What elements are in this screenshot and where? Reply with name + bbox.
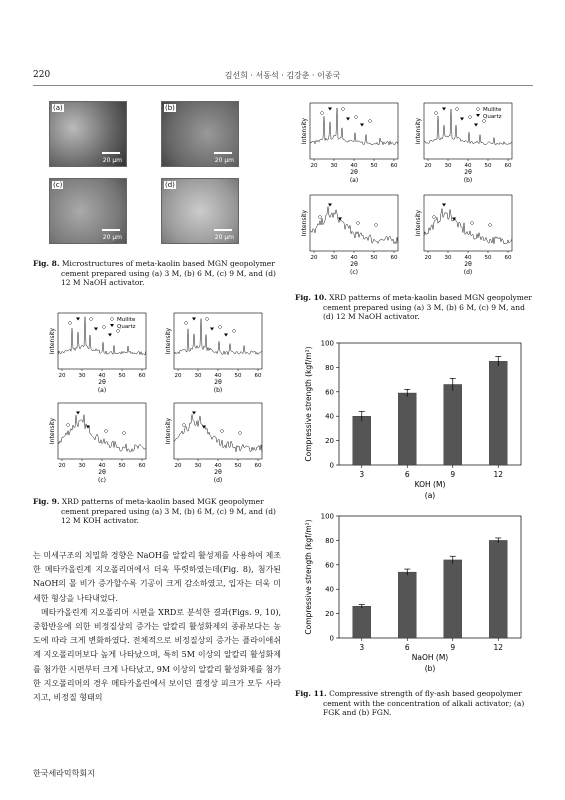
mullite-marker <box>356 221 360 225</box>
mullite-marker <box>68 321 72 325</box>
plot-frame <box>174 313 262 369</box>
x-tick-label: 40 <box>464 163 472 169</box>
quartz-marker <box>338 218 342 221</box>
quartz-marker <box>210 328 214 331</box>
panel-label: (b) <box>463 177 473 184</box>
fig8-caption <box>33 259 278 288</box>
x-tick-label: 40 <box>214 463 222 469</box>
fig10-xrd-grid <box>290 97 535 282</box>
x-tick-label: 20 <box>174 373 182 379</box>
panel-label: (c) <box>350 269 358 276</box>
scale-label: 20 μm <box>102 157 122 164</box>
mullite-marker <box>232 329 236 333</box>
micrograph-a <box>49 101 127 167</box>
scale-label: 20 μm <box>214 234 234 241</box>
x-tick-label: 40 <box>98 373 106 379</box>
quartz-marker <box>76 318 80 321</box>
x-tick-label: 50 <box>370 255 378 261</box>
mullite-marker <box>354 115 358 119</box>
caption-line: cement prepared using (a) 3 M, (b) 6 M, (c) 9 M, and (d) <box>61 506 276 516</box>
mullite-marker <box>318 215 322 219</box>
mullite-marker <box>488 223 492 227</box>
x-tick-label: 6 <box>404 470 410 479</box>
x-tick-label: 40 <box>214 373 222 379</box>
x-tick-label: 50 <box>370 163 378 169</box>
y-tick-label: 0 <box>329 461 334 470</box>
xrd-trace <box>424 209 512 245</box>
quartz-marker <box>108 334 112 337</box>
mullite-marker <box>184 321 188 325</box>
y-axis-label: Intensity <box>165 327 172 355</box>
mullite-marker <box>205 317 209 321</box>
x-tick-label: 40 <box>464 255 472 261</box>
mullite-marker <box>102 325 106 329</box>
panel-label: (b) <box>424 664 436 673</box>
scale-bar <box>214 229 232 231</box>
x-axis-label: KOH (M) <box>414 480 446 489</box>
fig11-caption <box>295 689 540 718</box>
plot-frame <box>424 195 512 251</box>
x-axis-label: 2θ <box>464 261 472 268</box>
caption-line: cement prepared using (a) 3 M, (b) 6 M, (c) 9 M, and <box>323 302 525 312</box>
mullite-marker <box>220 429 224 433</box>
quartz-marker <box>474 124 478 127</box>
x-tick-label: 30 <box>330 163 338 169</box>
journal-footer: 한국세라믹학회지 <box>33 769 95 778</box>
caption-line: 12 M KOH activator. <box>61 516 139 525</box>
y-tick-label: 20 <box>325 610 334 619</box>
bar <box>444 560 462 638</box>
quartz-marker <box>328 108 332 111</box>
mullite-marker <box>368 119 372 123</box>
panel-label: (a) <box>53 104 63 112</box>
mullite-marker <box>104 429 108 433</box>
mullite-marker <box>320 111 324 115</box>
mullite-marker <box>89 317 93 321</box>
x-axis-label: NaOH (M) <box>411 653 449 662</box>
x-tick-label: 9 <box>450 643 456 652</box>
legend-quartz-label: Quartz <box>483 114 502 120</box>
y-tick-label: 100 <box>320 339 334 348</box>
x-tick-label: 30 <box>78 463 86 469</box>
y-axis-label: Intensity <box>301 209 308 237</box>
x-tick-label: 20 <box>424 255 432 261</box>
panel-label: (a) <box>349 177 359 184</box>
xrd-trace <box>310 207 398 244</box>
quartz-marker <box>224 334 228 337</box>
quartz-marker <box>94 328 98 331</box>
caption-line: XRD patterns of meta-kaolin based MGN geopolymer <box>329 293 532 302</box>
legend-mullite-label: Mullite <box>483 107 502 113</box>
x-tick-label: 50 <box>234 463 242 469</box>
y-axis-label: Compressive strength (kgf/m²) <box>304 346 313 462</box>
mullite-marker <box>122 431 126 435</box>
y-axis-label: Intensity <box>415 117 422 145</box>
quartz-marker <box>192 412 196 415</box>
quartz-marker <box>442 204 446 207</box>
y-tick-label: 80 <box>325 363 334 372</box>
running-header-authors: 김선희 · 서동석 · 김강춘 · 이종국 <box>224 71 341 80</box>
body-text <box>33 549 281 705</box>
legend-quartz-label: Quartz <box>117 324 136 330</box>
x-tick-label: 40 <box>350 255 358 261</box>
panel-label: (b) <box>165 104 175 112</box>
scale-bar <box>102 152 120 154</box>
x-tick-label: 20 <box>424 163 432 169</box>
x-axis-label: 2θ <box>98 379 106 386</box>
panel-label: (c) <box>98 477 106 484</box>
x-tick-label: 20 <box>58 373 66 379</box>
quartz-marker <box>192 318 196 321</box>
mullite-marker <box>218 325 222 329</box>
y-tick-label: 40 <box>325 412 334 421</box>
fig10-caption <box>295 293 540 322</box>
x-tick-label: 20 <box>58 463 66 469</box>
quartz-marker <box>460 118 464 121</box>
mullite-marker <box>66 423 70 427</box>
plot-frame <box>174 403 262 459</box>
y-tick-label: 0 <box>329 634 334 643</box>
mullite-marker <box>468 115 472 119</box>
y-axis-label: Intensity <box>301 117 308 145</box>
legend-quartz-marker <box>110 324 114 327</box>
caption-line: Microstructures of meta-kaolin based MGN geopolymer <box>61 259 275 268</box>
mullite-marker <box>341 107 345 111</box>
header-rule <box>33 85 533 86</box>
x-tick-label: 12 <box>493 643 504 652</box>
mullite-marker <box>182 423 186 427</box>
x-tick-label: 40 <box>98 463 106 469</box>
mullite-marker <box>374 223 378 227</box>
panel-label: (d) <box>213 477 223 484</box>
x-tick-label: 50 <box>484 255 492 261</box>
x-tick-label: 60 <box>254 463 262 469</box>
x-axis-label: 2θ <box>464 169 472 176</box>
caption-number: Fig. 11. <box>295 689 327 698</box>
x-axis-label: 2θ <box>350 261 358 268</box>
x-axis-label: 2θ <box>350 169 358 176</box>
legend-quartz-marker <box>476 114 480 117</box>
x-tick-label: 60 <box>504 255 512 261</box>
bar <box>489 361 507 465</box>
x-tick-label: 60 <box>138 463 146 469</box>
fig11b-bar-chart <box>297 508 537 686</box>
fig9-caption <box>33 497 278 526</box>
x-tick-label: 50 <box>118 463 126 469</box>
caption-line: (d) 12 M NaOH activator. <box>323 312 420 321</box>
caption-number: Fig. 9. <box>33 497 60 506</box>
caption-number: Fig. 8. <box>33 259 60 268</box>
caption-line: XRD patterns of meta-kaolin based MGK geopolymer <box>61 497 264 506</box>
y-tick-label: 40 <box>325 585 334 594</box>
x-tick-label: 50 <box>234 373 242 379</box>
x-tick-label: 30 <box>444 255 452 261</box>
x-tick-label: 60 <box>504 163 512 169</box>
x-tick-label: 30 <box>194 463 202 469</box>
x-tick-label: 50 <box>118 373 126 379</box>
x-axis-label: 2θ <box>214 379 222 386</box>
micrograph-b <box>161 101 239 167</box>
micrograph-d <box>161 178 239 244</box>
x-tick-label: 9 <box>450 470 456 479</box>
caption-number: Fig. 10. <box>295 293 327 302</box>
caption-line: cement with the concentration of alkali activator; (a) <box>323 698 525 708</box>
x-tick-label: 3 <box>359 643 365 652</box>
mullite-marker <box>238 431 242 435</box>
caption-line: cement prepared using (a) 3 M, (b) 6 M, (c) 9 M, and (d) <box>61 268 276 278</box>
bar <box>398 393 416 465</box>
bar <box>444 384 462 465</box>
quartz-marker <box>328 204 332 207</box>
y-tick-label: 20 <box>325 437 334 446</box>
scale-label: 20 μm <box>214 157 234 164</box>
caption-line: Compressive strength of fly-ash based geopolymer <box>329 689 522 698</box>
y-tick-label: 80 <box>325 536 334 545</box>
x-tick-label: 30 <box>194 373 202 379</box>
x-tick-label: 60 <box>254 373 262 379</box>
scale-bar <box>214 152 232 154</box>
y-axis-label: Intensity <box>49 417 56 445</box>
x-tick-label: 3 <box>359 470 365 479</box>
y-axis-label: Intensity <box>415 209 422 237</box>
caption-line: FGK and (b) FGN. <box>323 708 392 717</box>
quartz-marker <box>360 124 364 127</box>
mullite-marker <box>434 111 438 115</box>
y-tick-label: 60 <box>325 561 334 570</box>
y-axis-label: Compressive strength (kgf/m²) <box>304 519 313 635</box>
legend-mullite-label: Mullite <box>117 317 136 323</box>
panel-label: (b) <box>213 387 223 394</box>
x-tick-label: 20 <box>174 463 182 469</box>
mullite-marker <box>455 107 459 111</box>
x-tick-label: 40 <box>350 163 358 169</box>
quartz-marker <box>452 218 456 221</box>
x-axis-label: 2θ <box>98 469 106 476</box>
panel-label: (a) <box>97 387 107 394</box>
y-axis-label: Intensity <box>49 327 56 355</box>
x-tick-label: 60 <box>390 163 398 169</box>
scale-label: 20 μm <box>102 234 122 241</box>
x-tick-label: 30 <box>330 255 338 261</box>
micrograph-c <box>49 178 127 244</box>
x-tick-label: 20 <box>310 163 318 169</box>
x-axis-label: 2θ <box>214 469 222 476</box>
paragraph: 는 미세구조의 치밀화 경향은 NaOH를 알칼리 활성제를 사용하여 제조한 메타카올린계 지오폴리머에서 더욱 뚜렷하였는데(Fig. 8), 첨가된 NaOH의 몰 비가 증가할수록 기공이 크게 감소하였고, 입자는 더욱 미세한 형상을 나타내었다. <box>33 551 281 603</box>
x-tick-label: 50 <box>484 163 492 169</box>
bar <box>489 540 507 638</box>
mullite-marker <box>432 215 436 219</box>
quartz-marker <box>442 108 446 111</box>
page-number: 220 <box>33 70 51 80</box>
x-tick-label: 6 <box>404 643 410 652</box>
y-axis-label: Intensity <box>165 417 172 445</box>
y-tick-label: 60 <box>325 388 334 397</box>
panel-label: (a) <box>424 491 436 500</box>
bar <box>353 606 371 638</box>
bar <box>353 416 371 465</box>
x-tick-label: 60 <box>390 255 398 261</box>
x-tick-label: 20 <box>310 255 318 261</box>
quartz-marker <box>76 412 80 415</box>
y-tick-label: 100 <box>320 512 334 521</box>
quartz-marker <box>346 118 350 121</box>
bar <box>398 572 416 638</box>
fig11a-bar-chart <box>297 335 537 513</box>
mullite-marker <box>470 221 474 225</box>
legend-mullite-marker <box>476 107 480 111</box>
fig9-xrd-grid <box>40 305 280 485</box>
plot-frame <box>310 195 398 251</box>
xrd-trace <box>174 414 262 451</box>
panel-label: (d) <box>165 181 175 189</box>
x-tick-label: 60 <box>138 373 146 379</box>
panel-label: (c) <box>53 181 63 189</box>
scale-bar <box>102 229 120 231</box>
x-tick-label: 30 <box>78 373 86 379</box>
x-tick-label: 12 <box>493 470 504 479</box>
paragraph: 메타카올린계 지오폴리머 시편을 XRD로 분석한 결과(Figs. 9, 10), 중합반응에 의한 비정질상의 증가는 알칼리 활성화제의 종류보다는 농도에 따라 크게 변화하였다. 전체적으로 비정질상의 증가는 플라이애쉬계 지오폴리머보다 높게 나타났으며, 특히 5M 이상의 알칼리 활성화제를 첨가한 시편부터 크게 나타났고, 9M 이상의 알칼리 활성화제를 첨가한 지오폴리머의 경우 메타카올린에서 보이던 결정상 피크가 모두 사라지고, 비정질 형태의 <box>33 607 281 703</box>
legend-mullite-marker <box>110 317 114 321</box>
x-tick-label: 30 <box>444 163 452 169</box>
caption-line: 12 M NaOH activator. <box>61 278 145 287</box>
xrd-trace <box>58 415 146 452</box>
panel-label: (d) <box>463 269 473 276</box>
